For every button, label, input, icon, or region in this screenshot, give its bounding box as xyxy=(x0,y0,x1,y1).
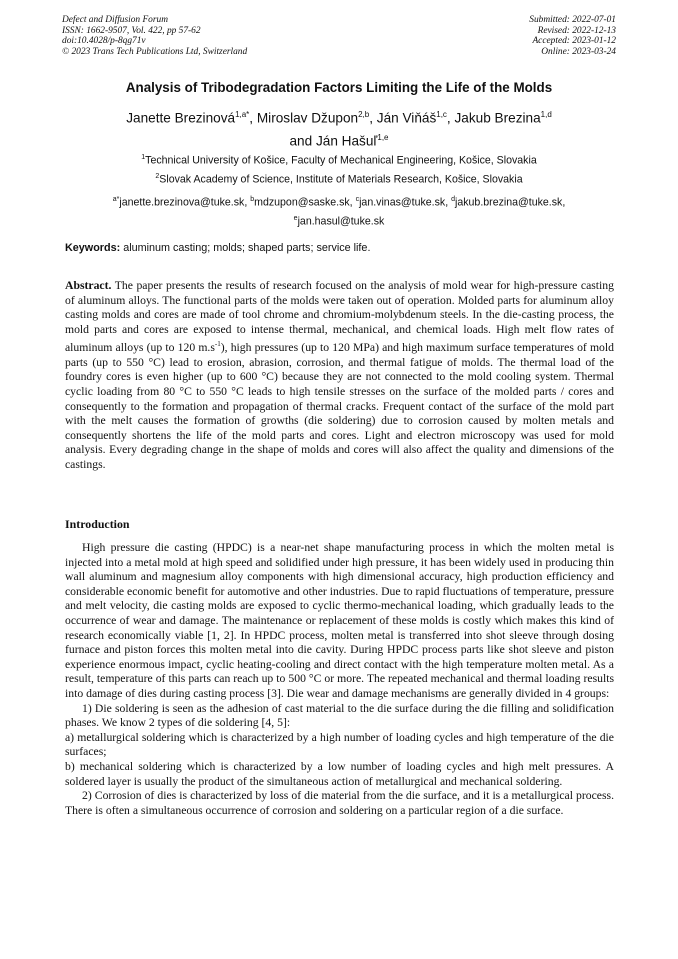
author-name: Miroslav Džupon xyxy=(256,110,359,126)
keywords-label: Keywords: xyxy=(65,242,121,254)
paragraph: b) mechanical soldering which is characterized by a low number of loading cycles and high melt pressures. A soldered layer is usually the product of the simultaneous action of metallurgical and mechanical soldering. xyxy=(65,759,614,788)
author-affiliation-mark: 1,d xyxy=(540,110,552,119)
email-mark: d xyxy=(451,196,455,203)
author-name: Janette Brezinová xyxy=(126,110,236,126)
paragraph: 2) Corrosion of dies is characterized by loss of die material from the die surface, and it is a metallurgical process. There is often a simultaneous occurrence of corrosion and soldering on a particular region of a die surface. xyxy=(65,789,614,817)
author-affiliation-mark: 1,a* xyxy=(235,110,250,119)
author-name: Ján Hašuľ xyxy=(315,133,378,149)
email-address: jakub.brezina@tuke.sk, xyxy=(455,196,566,209)
affiliation-1 xyxy=(40,150,638,169)
author-name: Ján Viňáš xyxy=(376,110,437,126)
email-address: jan.vinas@tuke.sk, xyxy=(359,196,452,209)
journal-issn: ISSN: 1662-9507, Vol. 422, pp 57-62 xyxy=(62,25,201,36)
email-mark: a* xyxy=(112,196,120,203)
author-emails xyxy=(40,192,638,229)
abstract-text: The paper presents the results of research focused on the analysis of mold wear for high-pressure casting of aluminum alloys. The functional parts of the molds were taken out of operation. Molded parts for aluminum alloy casting molds and cores are made of tool chrome and chromium-molybdenum steels. In the die-casting process, the mold parts and cores are exposed to intense thermal, mechanical, and chemical loads. High melt flow rates of aluminum alloys (up to 120 m.s xyxy=(65,279,614,355)
author-list: Janette Brezinová$^{1,a*}$, Miroslav Džupon$^{2,b}$, Ján Viňáš$^{1,c}$, Jakub Brezina$^{1,d}$ and Ján Hašuľ$^{1,e}$ xyxy=(126,110,552,149)
abstract xyxy=(65,279,614,473)
email-mark: b xyxy=(250,196,255,203)
introduction-body xyxy=(65,541,614,818)
abstract-superscript: -1 xyxy=(214,340,221,349)
date-online: Online: 2023-03-24 xyxy=(541,46,616,57)
email-address: jan.hasul@tuke.sk xyxy=(297,215,385,228)
affiliation-mark: 1 xyxy=(141,154,146,161)
author-affiliation-mark: 2,b xyxy=(358,110,370,119)
affiliation-text: Technical University of Košice, Faculty of Mechanical Engineering, Košice, Slovakia xyxy=(145,154,537,167)
paragraph: 1) Die soldering is seen as the adhesion of cast material to the die surface during the die filling and solidification phases. We know 2 types of die soldering [4, 5]: xyxy=(65,701,614,730)
email-address: mdzupon@saske.sk, xyxy=(254,196,356,209)
journal-doi: doi:10.4028/p-8qg71v xyxy=(62,36,146,47)
keywords xyxy=(65,242,615,254)
email-line xyxy=(40,211,638,230)
affiliation-text: Slovak Academy of Science, Institute of Materials Research, Košice, Slovakia xyxy=(159,173,523,186)
paragraph: High pressure die casting (HPDC) is a near-net shape manufacturing process in which the molten metal is injected into a metal mold at high speed and solidified under high pressure, it has been widely used in producing thin wall aluminum and magnesium alloy components with high dimensional accuracy, high production efficiency and considerable economic benefit for automotive and other industries. Due to rapid fluctuations of temperature, pressure and melt velocity, die casting molds are exposed to cyclic thermo-mechanical loading, which gradually leads to the occurrence of wear and damage. The maintenance or replacement of these molds is costly which makes this kind of research economically viable [1, 2]. In HPDC process, molten metal is transferred into shot sleeve through dosing furnace and piston forces this molten metal into die cavity. During HPDC process parts like shot sleeve and piston experience enormous impact, cyclic heating-cooling and direct contact with the high temperature molten metal. As a result, temperature of this parts can reach up to 500 °C or more. The repeated mechanical and thermal loading results into damage of dies during casting process [3]. Die wear and damage mechanisms are generally divided in 4 groups: xyxy=(65,541,614,700)
author-name: Jakub Brezina xyxy=(454,110,541,126)
date-revised: Revised: 2022-12-13 xyxy=(537,25,616,36)
email-line xyxy=(40,192,638,211)
email-address: janette.brezinova@tuke.sk, xyxy=(119,196,251,209)
author-affiliation-mark: 1,c xyxy=(436,110,447,119)
email-mark: e xyxy=(293,214,298,222)
author-conjunction: and xyxy=(289,133,313,149)
date-accepted: Accepted: 2023-01-12 xyxy=(532,36,616,47)
author-affiliation-mark: 1,e xyxy=(377,132,389,142)
paragraph: a) metallurgical soldering which is characterized by a high number of loading cycles and high temperature of the die surfaces; xyxy=(65,730,614,759)
affiliation-mark: 2 xyxy=(155,173,160,180)
journal-info xyxy=(62,15,247,57)
paper-title: Analysis of Tribodegradation Factors Limiting the Life of the Molds xyxy=(125,80,553,95)
journal-copyright: © 2023 Trans Tech Publications Ltd, Switzerland xyxy=(62,46,248,57)
section-heading: Introduction xyxy=(65,517,130,531)
publication-dates xyxy=(529,15,616,57)
abstract-label: Abstract. xyxy=(65,279,112,292)
keywords-text: aluminum casting; molds; shaped parts; service life. xyxy=(123,242,371,254)
date-submitted: Submitted: 2022-07-01 xyxy=(529,15,616,25)
journal-name: Defect and Diffusion Forum xyxy=(62,15,168,25)
abstract-text: ), high pressures (up to 120 MPa) and high maximum surface temperatures of mold parts (up to 550 °C) lead to erosion, abrasion, corrosion, and thermal fatigue of molds. The thermal load of the foundry cores is even higher (up to 600 °C) because they are not connected to the mold cooling system. Thermal cyclic loading from 80 °C to 550 °C leads to high tensile stresses on the surface of the molded parts / cores and consequently to the formation and propagation of thermal cracks. Frequent contact of the surface of the mold part with the melt causes the formation of growths (die soldering) due to corrosion caused by molten metals and consequently shortens the life of the mold parts and cores. Light and electron microscopy was used for mold analysis. Every degrading change in the shape of molds and cores will also affect the quality and dimensions of the castings. xyxy=(65,341,614,472)
email-mark: c xyxy=(355,196,360,203)
affiliation-2 xyxy=(40,169,638,188)
